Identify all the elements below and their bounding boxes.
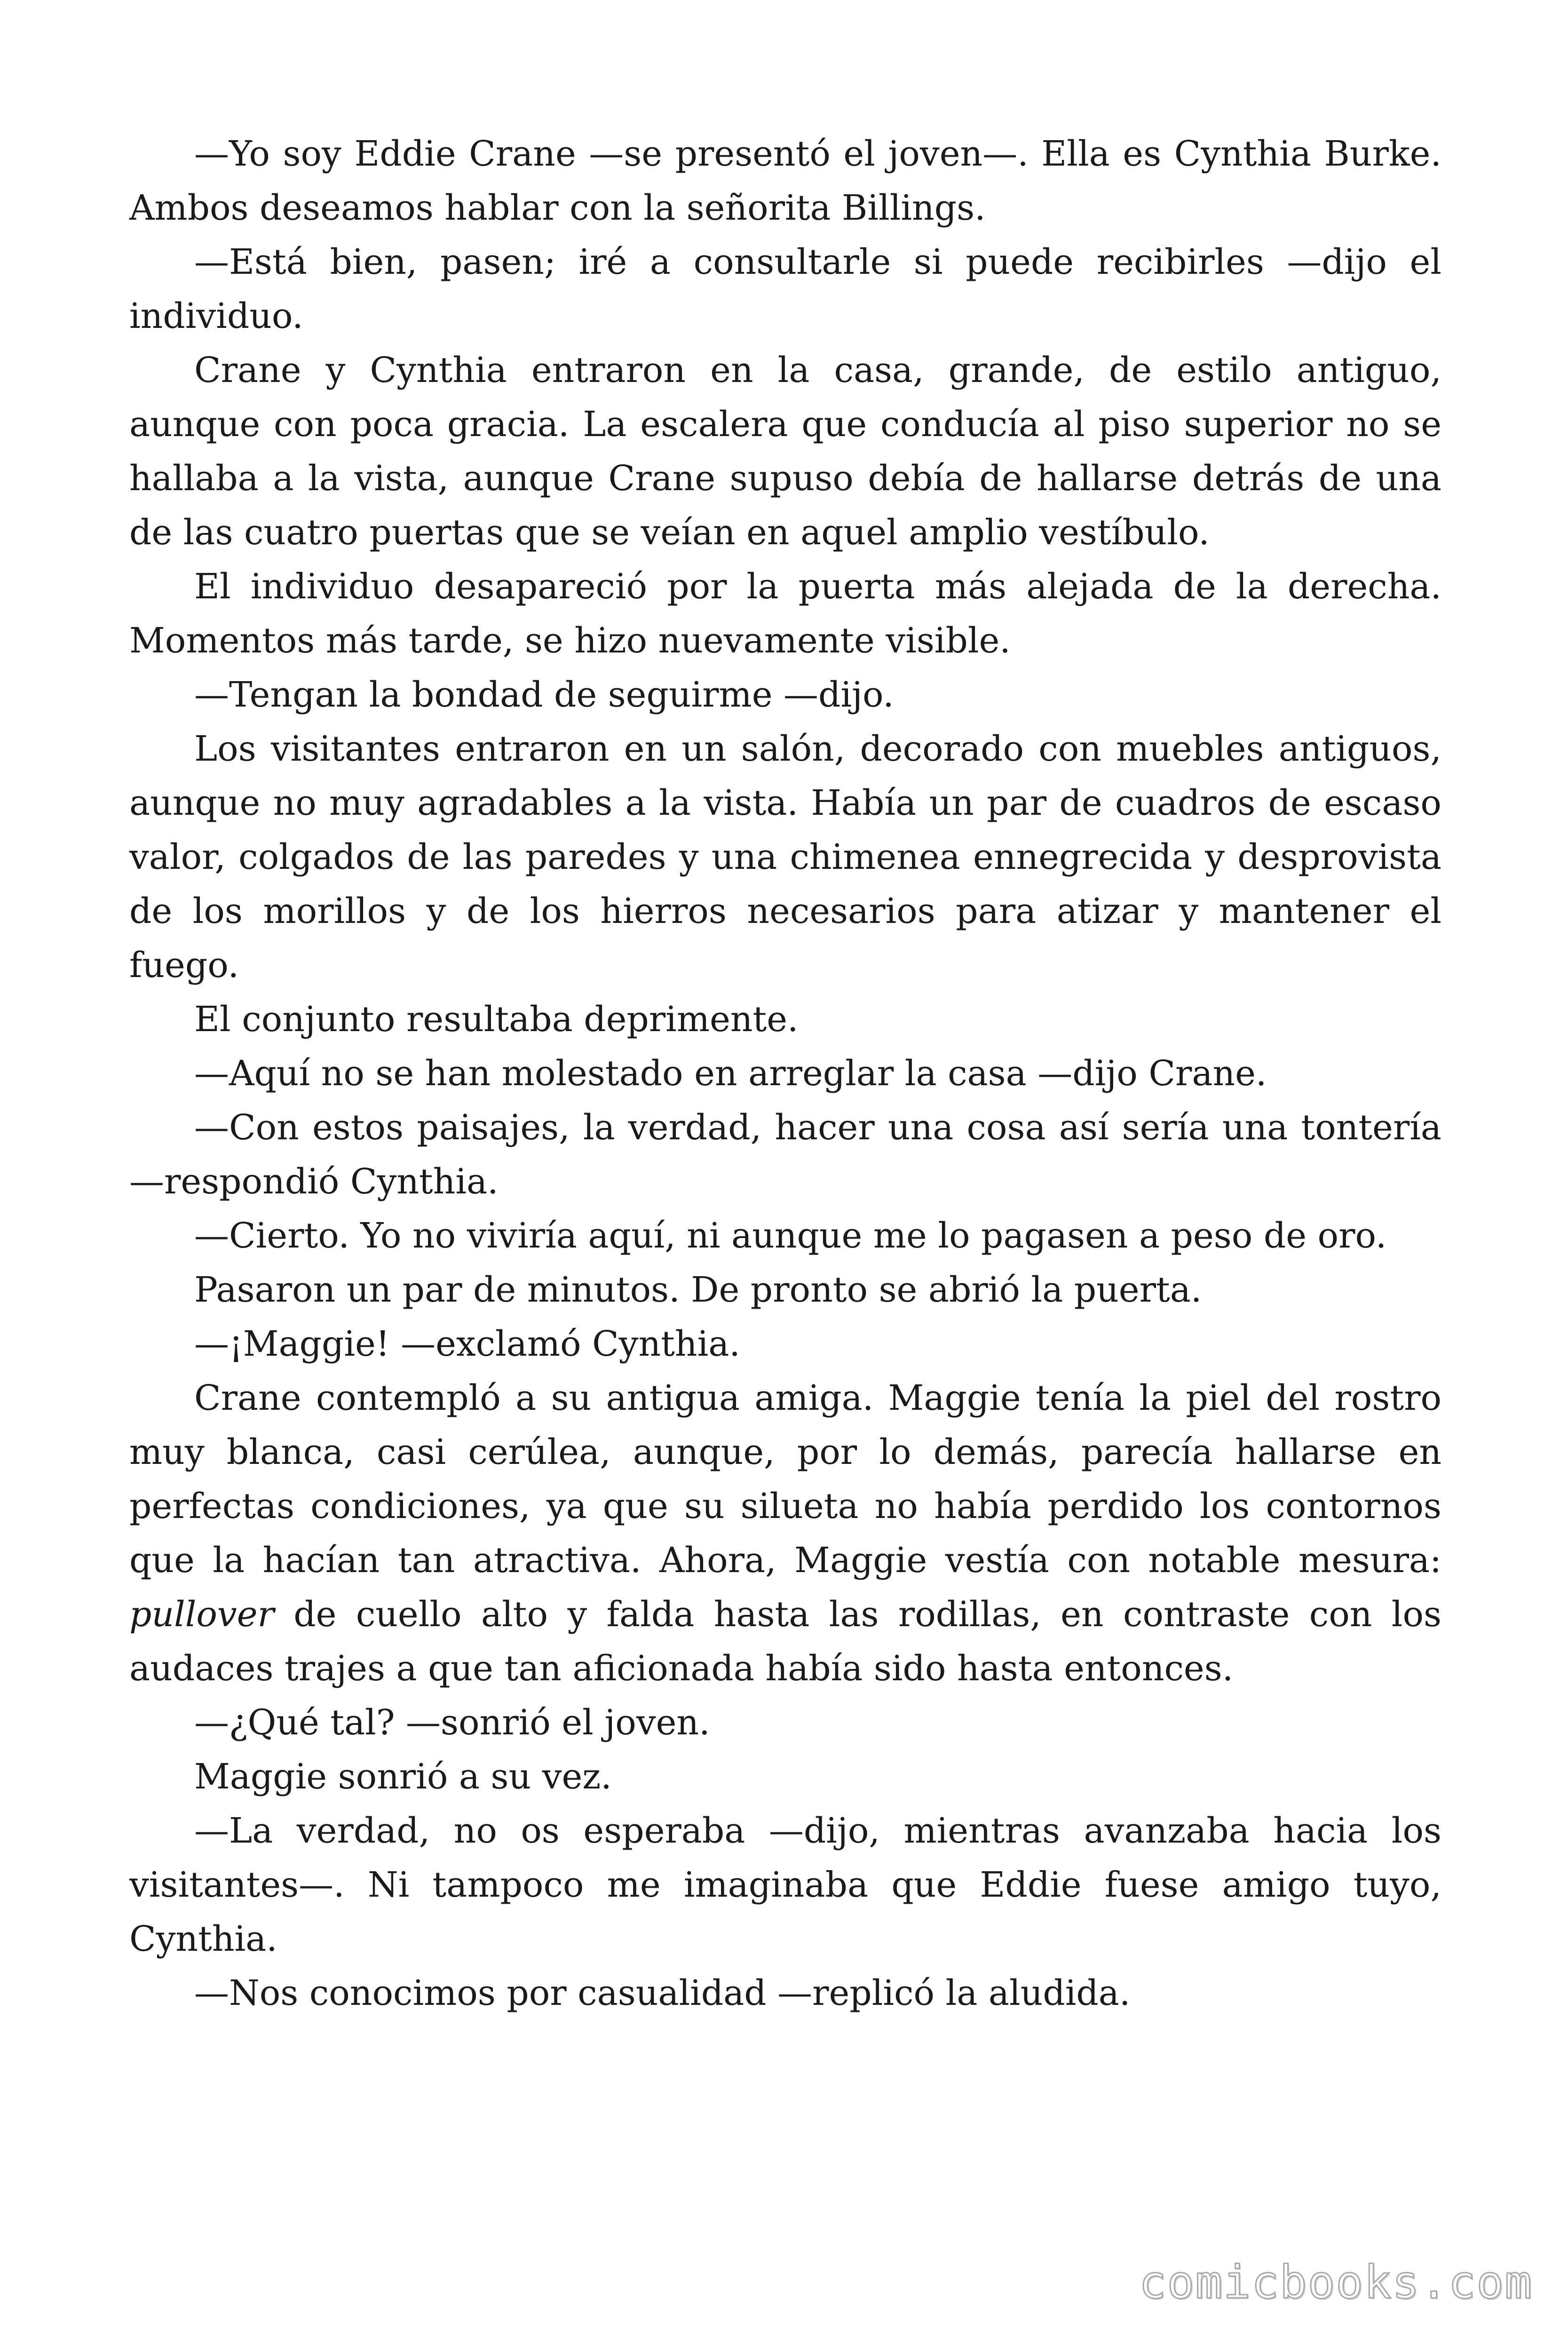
paragraph: —Está bien, pasen; iré a consultarle si puede recibirles —dijo el individuo. xyxy=(129,242,1441,336)
paragraph: Crane y Cynthia entraron en la casa, grande, de estilo antiguo, aunque con poca gracia. La escalera que conducía al piso superior no se hallaba a la vista, aunque Crane supuso debía de hallarse detrás de una de las cuatro puertas que se veían en aquel amplio vestíbulo. xyxy=(129,350,1441,553)
paragraph-text-after: de cuello alto y falda hasta las rodillas, en contraste con los audaces trajes a que tan aficionada había sido hasta entonces. xyxy=(129,1594,1441,1689)
paragraph: El conjunto resultaba deprimente. xyxy=(194,999,799,1040)
paragraph: —Cierto. Yo no viviría aquí, ni aunque me lo pagasen a peso de oro. xyxy=(194,1216,1387,1256)
body-text xyxy=(129,127,1441,2020)
paragraph: —Yo soy Eddie Crane —se presentó el joven—. Ella es Cynthia Burke. Ambos deseamos hablar con la señorita Billings. xyxy=(129,134,1441,228)
paragraph: —Tengan la bondad de seguirme —dijo. xyxy=(194,675,894,715)
paragraph: —Nos conocimos por casualidad —replicó la aludida. xyxy=(194,1973,1131,2013)
paragraph: Pasaron un par de minutos. De pronto se abrió la puerta. xyxy=(194,1270,1202,1310)
paragraph: El individuo desapareció por la puerta más alejada de la derecha. Momentos más tarde, se hizo nuevamente visible. xyxy=(129,566,1441,661)
paragraph: —¿Qué tal? —sonrió el joven. xyxy=(194,1702,710,1743)
emphasized-word: pullover xyxy=(129,1594,274,1635)
paragraph: Los visitantes entraron en un salón, decorado con muebles antiguos, aunque no muy agradables a la vista. Había un par de cuadros de escaso valor, colgados de las paredes y una chimenea ennegrecida y desprovista de los morillos y de los hierros necesarios para atizar y mantener el fuego. xyxy=(129,729,1441,985)
paragraph: —La verdad, no os esperaba —dijo, mientras avanzaba hacia los visitantes—. Ni tampoco me imaginaba que Eddie fuese amigo tuyo, Cynthia. xyxy=(129,1811,1441,1959)
paragraph: Maggie sonrió a su vez. xyxy=(194,1756,612,1797)
paragraph-with-emphasis xyxy=(129,1371,1441,1696)
watermark: comicbooks.com xyxy=(1139,2256,1533,2309)
paragraph: —Con estos paisajes, la verdad, hacer una cosa así sería una tontería —respondió Cynthia. xyxy=(129,1107,1441,1202)
paragraph-text-before: Crane contempló a su antigua amiga. Maggie tenía la piel del rostro muy blanca, casi cerúlea, aunque, por lo demás, parecía hallarse en perfectas condiciones, ya que su silueta no había perdido los contornos que la hacían tan atractiva. Ahora, Maggie vestía con notable mesura: xyxy=(129,1378,1441,1581)
paragraph: —Aquí no se han molestado en arreglar la casa —dijo Crane. xyxy=(194,1053,1267,1094)
paragraph: —¡Maggie! —exclamó Cynthia. xyxy=(194,1324,740,1364)
